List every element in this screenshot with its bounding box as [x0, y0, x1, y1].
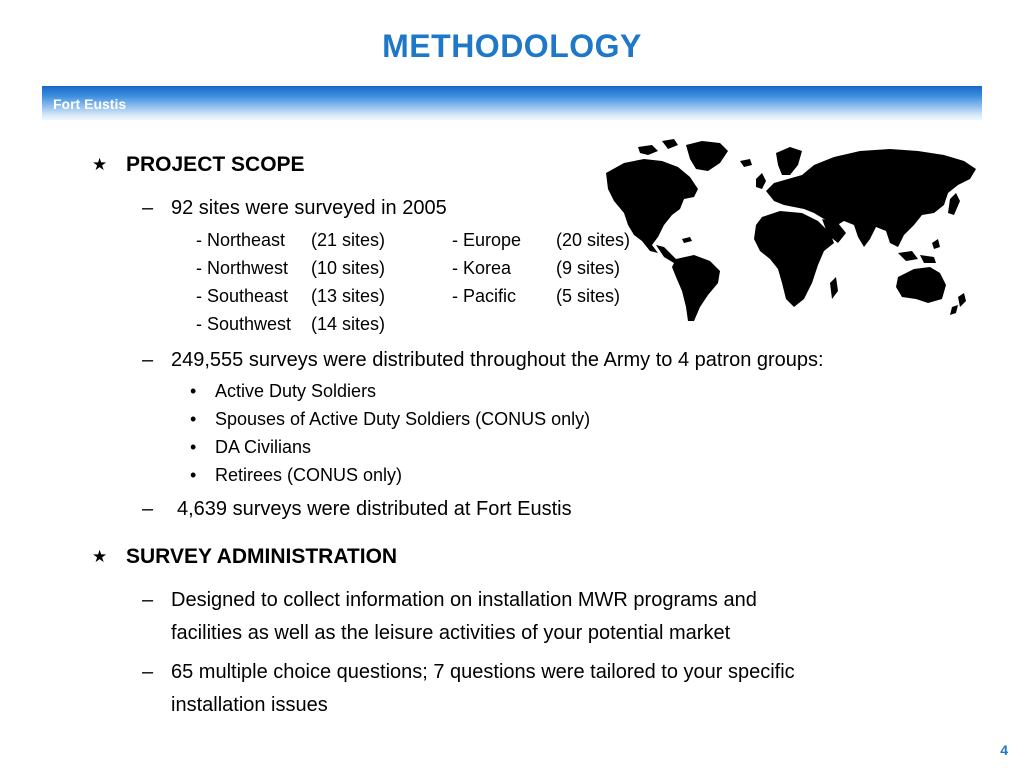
- section-heading-project-scope: PROJECT SCOPE: [126, 153, 305, 176]
- survey-design-text: Designed to collect information on installation MWR programs and: [171, 589, 757, 611]
- star-bullet-icon: ★: [92, 547, 108, 566]
- slide-title: METHODOLOGY: [382, 28, 642, 64]
- dash-bullet: –: [142, 661, 154, 683]
- surveys-distributed-text: 249,555 surveys were distributed throughout the Army to 4 patron groups:: [171, 349, 824, 371]
- survey-design-text: facilities as well as the leisure activities of your potential market: [171, 622, 731, 644]
- region-name: - Korea: [452, 258, 512, 278]
- fort-eustis-surveys-text: 4,639 surveys were distributed at Fort Eustis: [177, 498, 572, 520]
- region-count: (9 sites): [556, 258, 621, 278]
- dash-bullet: –: [142, 349, 154, 371]
- dot-bullet: •: [190, 409, 197, 429]
- dot-bullet: •: [190, 465, 197, 485]
- region-name: - Europe: [452, 230, 522, 250]
- region-name: - Southwest: [196, 314, 292, 334]
- region-count: (13 sites): [311, 286, 386, 306]
- region-count: (5 sites): [556, 286, 621, 306]
- dash-bullet: –: [142, 589, 154, 611]
- world-map-image: [598, 135, 980, 325]
- sites-surveyed-text: 92 sites were surveyed in 2005: [171, 197, 447, 219]
- region-name: - Southeast: [196, 286, 289, 306]
- patron-group-item: Active Duty Soldiers: [215, 381, 377, 401]
- page-number: 4: [1000, 742, 1008, 758]
- questions-text: installation issues: [171, 694, 328, 716]
- region-count: (10 sites): [311, 258, 386, 278]
- region-count: (21 sites): [311, 230, 386, 250]
- dash-bullet: –: [142, 197, 154, 219]
- region-name: - Pacific: [452, 286, 517, 306]
- region-name: - Northeast: [196, 230, 286, 250]
- patron-group-item: Spouses of Active Duty Soldiers (CONUS only): [215, 409, 591, 429]
- section-heading-survey-administration: SURVEY ADMINISTRATION: [126, 545, 398, 568]
- questions-text: 65 multiple choice questions; 7 questions were tailored to your specific: [171, 661, 795, 683]
- dash-bullet: –: [142, 498, 154, 520]
- star-bullet-icon: ★: [92, 155, 108, 174]
- banner-label: Fort Eustis: [53, 96, 127, 112]
- region-name: - Northwest: [196, 258, 289, 278]
- region-count: (14 sites): [311, 314, 386, 334]
- patron-group-item: Retirees (CONUS only): [215, 465, 403, 485]
- region-count: (20 sites): [556, 230, 631, 250]
- patron-group-item: DA Civilians: [215, 437, 312, 457]
- header-banner: [42, 86, 982, 120]
- dot-bullet: •: [190, 437, 197, 457]
- dot-bullet: •: [190, 381, 197, 401]
